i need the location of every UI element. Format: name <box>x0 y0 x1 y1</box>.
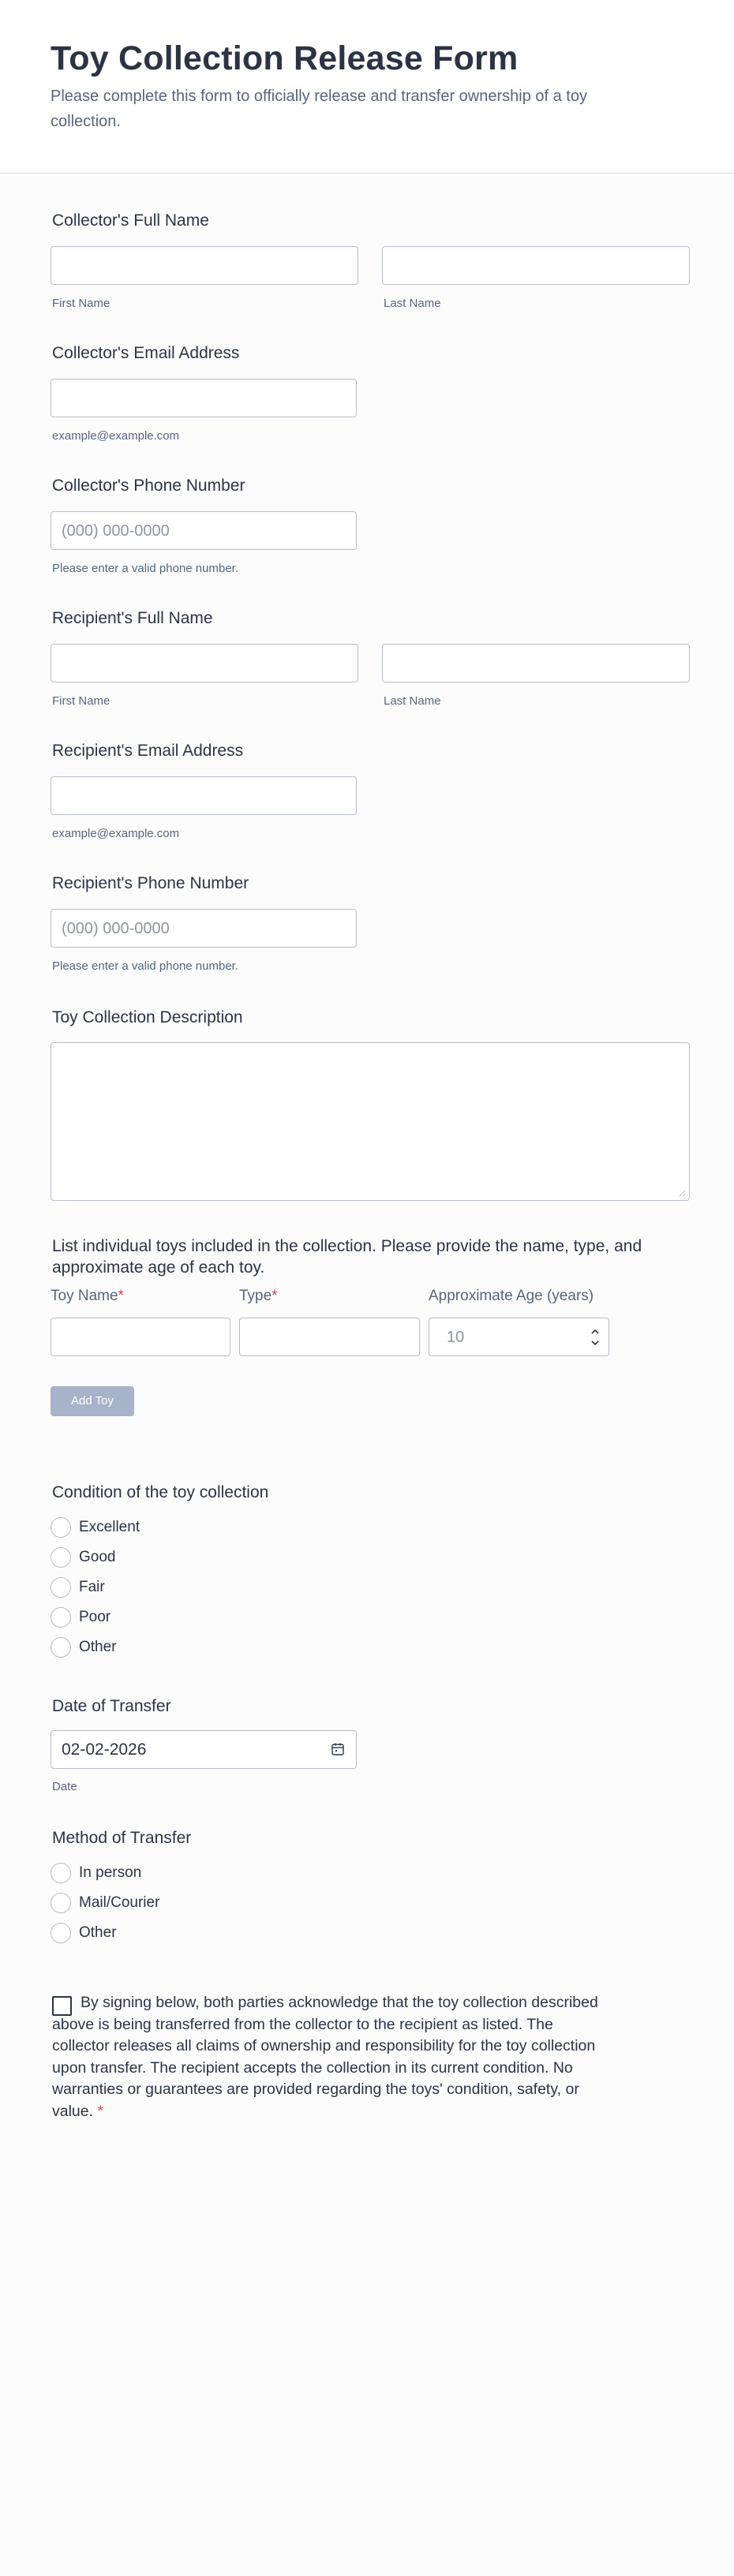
collector-first-name-sublabel: First Name <box>52 297 110 310</box>
recipient-phone-placeholder: (000) 000-0000 <box>62 920 170 937</box>
condition-option[interactable]: Good <box>51 1546 115 1568</box>
collector-last-name-input[interactable] <box>382 246 690 285</box>
toy-age-input[interactable] <box>429 1318 609 1356</box>
description-textarea[interactable] <box>51 1042 690 1201</box>
form-title: Toy Collection Release Form <box>51 39 519 77</box>
recipient-name-label: Recipient's Full Name <box>52 609 213 627</box>
radio-circle-icon[interactable] <box>51 1893 71 1913</box>
collector-phone-placeholder: (000) 000-0000 <box>62 522 170 540</box>
add-toy-button[interactable]: Add Toy <box>51 1386 134 1416</box>
radio-circle-icon[interactable] <box>51 1607 71 1628</box>
toy-name-column-label: Toy Name* <box>51 1288 124 1304</box>
consent-text: By signing below, both parties acknowledge that the toy collection described above is being transferred from the collector to the recipient as listed. The collector releases all claims of ownership and responsibility for the toy collection upon transfer. The recipient accepts the collection in its current condition. No warranties or guarantees are provided regarding the toys' condition, safety, or value. * <box>52 1994 598 2120</box>
collector-phone-label: Collector's Phone Number <box>52 477 245 495</box>
collector-name-label: Collector's Full Name <box>52 211 209 230</box>
toy-type-column-label: Type* <box>239 1288 278 1304</box>
condition-label: Condition of the toy collection <box>52 1483 269 1501</box>
toy-age-placeholder: 10 <box>447 1329 465 1346</box>
collector-email-sublabel: example@example.com <box>52 429 180 443</box>
consent-checkbox[interactable] <box>52 1996 72 2016</box>
method-label: Method of Transfer <box>52 1829 192 1847</box>
condition-option[interactable]: Fair <box>51 1576 105 1598</box>
recipient-last-name-input[interactable] <box>382 644 690 682</box>
description-label: Toy Collection Description <box>52 1008 243 1026</box>
radio-circle-icon[interactable] <box>51 1547 71 1568</box>
collector-email-input[interactable] <box>51 379 357 417</box>
recipient-phone-sublabel: Please enter a valid phone number. <box>52 959 238 973</box>
toy-age-column-label: Approximate Age (years) <box>429 1288 594 1304</box>
date-label: Date of Transfer <box>52 1697 171 1715</box>
condition-option[interactable]: Excellent <box>51 1516 140 1538</box>
resize-grip-icon[interactable] <box>678 1189 686 1197</box>
collector-last-name-sublabel: Last Name <box>384 297 441 310</box>
toy-name-input[interactable] <box>51 1318 230 1356</box>
number-stepper-icon[interactable] <box>590 1326 601 1348</box>
collector-email-label: Collector's Email Address <box>52 344 240 362</box>
recipient-email-input[interactable] <box>51 776 357 815</box>
toys-label: List individual toys included in the collection. Please provide the name, type, and approximate age of each toy. <box>52 1237 642 1277</box>
recipient-first-name-input[interactable] <box>51 644 358 682</box>
recipient-phone-label: Recipient's Phone Number <box>52 874 249 892</box>
radio-circle-icon[interactable] <box>51 1577 71 1598</box>
recipient-phone-input[interactable] <box>51 909 357 948</box>
radio-circle-icon[interactable] <box>51 1863 71 1883</box>
date-value: 02-02-2026 <box>62 1740 147 1759</box>
calendar-icon[interactable] <box>331 1742 345 1756</box>
recipient-last-name-sublabel: Last Name <box>384 694 441 708</box>
radio-circle-icon[interactable] <box>51 1923 71 1943</box>
date-input[interactable] <box>51 1730 357 1769</box>
method-option[interactable]: Mail/Courier <box>51 1892 159 1914</box>
recipient-email-sublabel: example@example.com <box>52 827 180 840</box>
recipient-first-name-sublabel: First Name <box>52 694 110 708</box>
method-option[interactable]: In person <box>51 1862 141 1884</box>
method-option[interactable]: Other <box>51 1922 117 1944</box>
condition-option[interactable]: Other <box>51 1636 117 1658</box>
collector-phone-sublabel: Please enter a valid phone number. <box>52 562 238 575</box>
collector-first-name-input[interactable] <box>51 246 358 285</box>
condition-option[interactable]: Poor <box>51 1606 110 1628</box>
form-header <box>0 0 734 174</box>
collector-phone-input[interactable] <box>51 511 357 550</box>
form-subtitle: Please complete this form to officially release and transfer ownership of a toy collection. <box>51 88 587 130</box>
radio-circle-icon[interactable] <box>51 1637 71 1658</box>
radio-circle-icon[interactable] <box>51 1517 71 1538</box>
toy-type-input[interactable] <box>239 1318 420 1356</box>
recipient-email-label: Recipient's Email Address <box>52 742 244 760</box>
date-sublabel: Date <box>52 1780 77 1793</box>
